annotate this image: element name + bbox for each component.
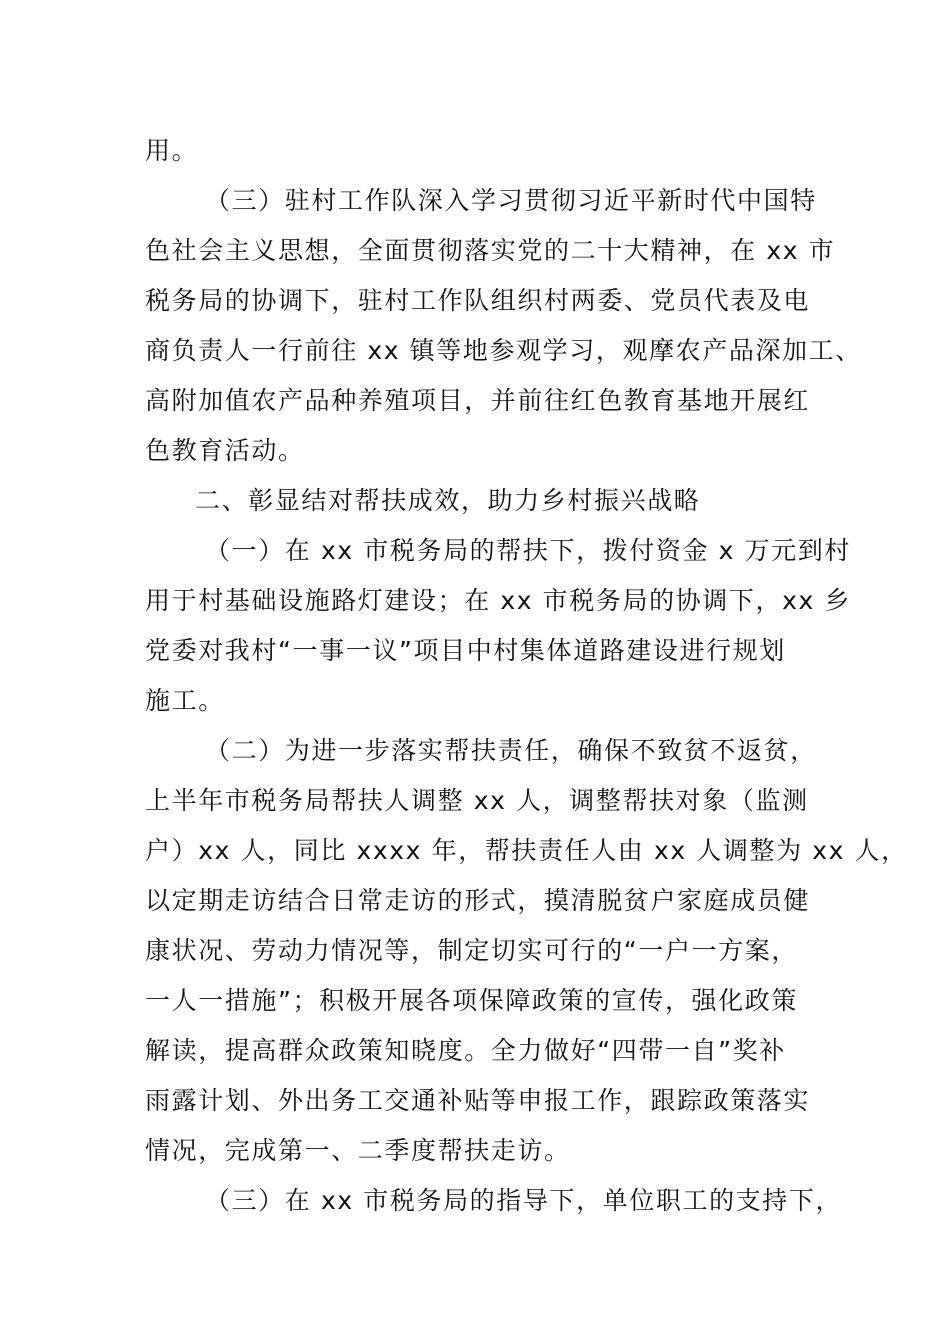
text-line: 上半年市税务局帮扶人调整 xx 人，调整帮扶对象（监测 bbox=[145, 786, 809, 815]
paragraph-start-line: （二）为进一步落实帮扶责任，确保不致贫不返贫， bbox=[205, 736, 817, 765]
text-line: 情况，完成第一、二季度帮扶走访。 bbox=[145, 1136, 571, 1165]
text-line: 高附加值农产品种养殖项目，并前往红色教育基地开展红 bbox=[145, 386, 811, 415]
text-line: 税务局的协调下，驻村工作队组织村两委、党员代表及电 bbox=[145, 286, 811, 315]
text-line: 康状况、劳动力情况等，制定切实可行的“一户一方案， bbox=[145, 936, 798, 965]
section-heading: 二、彰显结对帮扶成效，助力乡村振兴战略 bbox=[195, 486, 701, 515]
text-line: 解读，提高群众政策知晓度。全力做好“四带一自”奖补 bbox=[145, 1036, 786, 1065]
paragraph-start-line: （三）驻村工作队深入学习贯彻习近平新时代中国特 bbox=[205, 186, 817, 215]
text-line: 以定期走访结合日常走访的形式，摸清脱贫户家庭成员健 bbox=[145, 886, 811, 915]
text-line: 用于村基础设施路灯建设；在 xx 市税务局的协调下，xx 乡 bbox=[145, 586, 852, 615]
text-line: 色社会主义思想，全面贯彻落实党的二十大精神，在 xx 市 bbox=[145, 236, 836, 265]
paragraph-start-line: （三）在 xx 市税务局的指导下，单位职工的支持下， bbox=[205, 1186, 843, 1215]
text-line: 用。 bbox=[145, 136, 199, 165]
text-line: 商负责人一行前往 xx 镇等地参观学习，观摩农产品深加工、 bbox=[145, 336, 862, 365]
text-line: 雨露计划、外出务工交通补贴等申报工作，跟踪政策落实 bbox=[145, 1086, 811, 1115]
text-line: 一人一措施”；积极开展各项保障政策的宣传，强化政策 bbox=[145, 986, 798, 1015]
text-line: 党委对我村“一事一议”项目中村集体道路建设进行规划 bbox=[145, 636, 786, 665]
text-line: 户）xx 人，同比 xxxx 年，帮扶责任人由 xx 人调整为 xx 人， bbox=[145, 836, 908, 865]
paragraph-start-line: （一）在 xx 市税务局的帮扶下，拨付资金 x 万元到村 bbox=[205, 536, 851, 565]
text-line: 色教育活动。 bbox=[145, 436, 305, 465]
text-line: 施工。 bbox=[145, 686, 225, 715]
